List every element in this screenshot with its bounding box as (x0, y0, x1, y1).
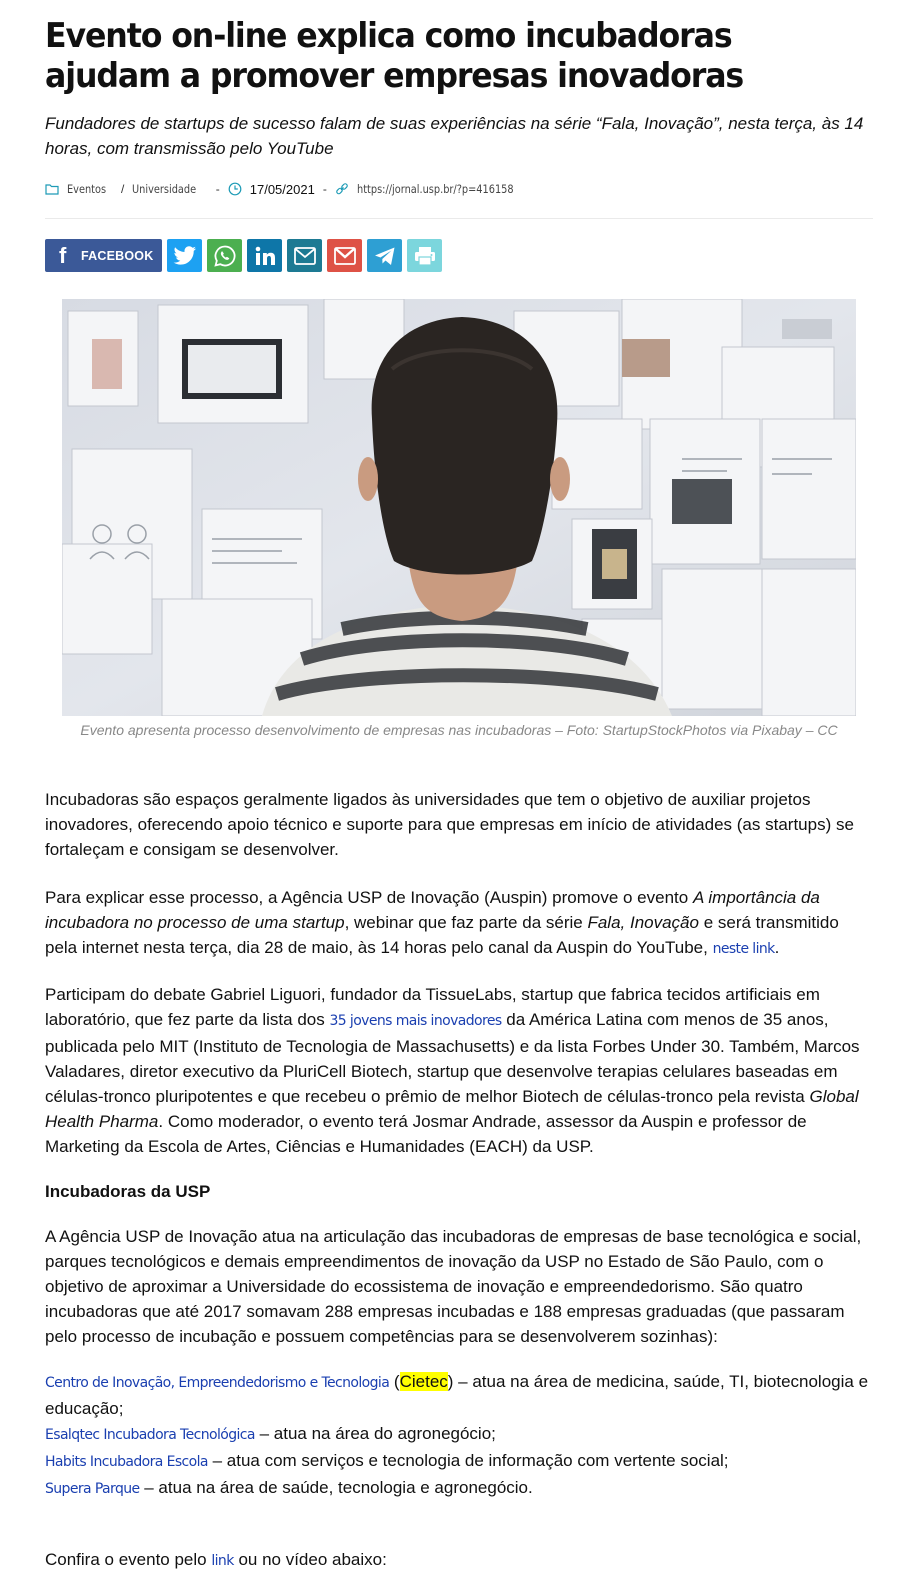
supera-link[interactable]: Supera Parque (45, 1481, 140, 1497)
habits-link[interactable]: Habits Incubadora Escola (45, 1454, 208, 1470)
linkedin-icon (253, 244, 277, 268)
article-meta (45, 178, 541, 200)
share-bar (45, 239, 442, 272)
category-link-eventos[interactable]: Eventos (67, 182, 107, 196)
telegram-icon (373, 245, 397, 267)
featured-image (62, 299, 856, 716)
facebook-icon: f (59, 242, 67, 268)
folder-icon (45, 183, 59, 195)
article-body (45, 787, 875, 1574)
share-gmail-button[interactable] (327, 239, 362, 272)
innovators-list-link[interactable]: 35 jovens mais inovadores (329, 1013, 502, 1029)
share-whatsapp-button[interactable] (207, 239, 242, 272)
youtube-link[interactable]: neste link (712, 941, 775, 957)
whatsapp-icon (213, 244, 237, 268)
article-title: Evento on-line explica como incubadoras ajudam a promover empresas inovadoras (45, 16, 744, 96)
share-facebook-button[interactable] (45, 239, 162, 272)
list-item: Habits Incubadora Escola – atua com serviços e tecnologia de informação com vertente social; (45, 1451, 729, 1470)
highlighted-text: Cietec (399, 1372, 448, 1391)
list-item: Supera Parque – atua na área de saúde, tecnologia e agronegócio. (45, 1478, 533, 1497)
share-twitter-button[interactable] (167, 239, 202, 272)
clock-icon (228, 182, 242, 196)
section-heading: Incubadoras da USP (45, 1182, 211, 1201)
share-email-button[interactable] (287, 239, 322, 272)
print-button[interactable] (407, 239, 442, 272)
paragraph-participants: Participam do debate Gabriel Liguori, fundador da TissueLabs, startup que fabrica tecidos artificiais em laboratório, que fez parte da lista dos 35 jovens mais inovadores da América Latina com menos de 35 anos, publicada pelo MIT (Instituto de Tecnologia de Massachusetts) e da lista Forbes Under 30. Também, Marcos Valadares, diretor executivo da PluriCell Biotech, startup que desenvolve terapias celulares baseadas em células-tronco pluripotentes e que recebeu o prêmio de melhor Biotech de células-tronco pela revista Global Health Pharma. Como moderador, o evento terá Josmar Andrade, assessor da Auspin e professor de Marketing da Escola de Artes, Ciências e Humanidades (EACH) da USP. (45, 985, 860, 1156)
link-icon (335, 182, 349, 196)
gmail-icon (333, 246, 357, 266)
image-caption: Evento apresenta processo desenvolvimento de empresas nas incubadoras – Foto: StartupStockPhotos via Pixabay – CC (80, 722, 838, 738)
paragraph-intro: Incubadoras são espaços geralmente ligados às universidades que tem o objetivo de auxiliar projetos inovadores, oferecendo apoio técnico e suporte para que empresas em início de atividades (as startups) se fortaleçam e consigam se desenvolver. (45, 790, 854, 859)
article-subtitle: Fundadores de startups de sucesso falam de suas experiências na série “Fala, Inovação”, nesta terça, às 14 horas, com transmissão pelo YouTube (45, 114, 864, 158)
meta-dash: - (322, 182, 327, 196)
category-separator: / (120, 182, 125, 196)
meta-dash: - (215, 182, 220, 196)
paragraph-event: Para explicar esse processo, a Agência USP de Inovação (Auspin) promove o evento A importância da incubadora no processo de uma startup, webinar que faz parte da série Fala, Inovação e será transmitido pela internet nesta terça, dia 28 de maio, às 14 horas pelo canal da Auspin do YouTube, neste link. (45, 888, 839, 957)
twitter-icon (173, 246, 197, 266)
printer-icon (413, 245, 437, 267)
envelope-icon (293, 246, 317, 266)
divider (45, 218, 873, 219)
category-link-universidade[interactable]: Universidade (132, 182, 197, 196)
paragraph-agency: A Agência USP de Inovação atua na articulação das incubadoras de empresas de base tecnológica e social, parques tecnológicos e demais empreendimentos de inovação da USP no Estado de São Paulo, com o objetivo de aproximar a Universidade do ecossistema de inovação e empreendedorismo. São quatro incubadoras que até 2017 somavam 288 empresas incubadas e 188 empresas graduadas (que passaram pelo processo de incubação e possuem competências para se desenvolverem sozinhas): (45, 1227, 862, 1346)
incubators-list (45, 1369, 875, 1502)
list-item: Centro de Inovação, Empreendedorismo e Tecnologia (Cietec) – atua na área de medicina, saúde, TI, biotecnologia e educação; (45, 1372, 869, 1418)
facebook-label: FACEBOOK (81, 248, 154, 263)
paragraph-final: Confira o evento pelo link ou no vídeo abaixo: (45, 1550, 387, 1569)
share-telegram-button[interactable] (367, 239, 402, 272)
list-item: Esalqtec Incubadora Tecnológica – atua na área do agronegócio; (45, 1424, 496, 1443)
publish-date: 17/05/2021 (249, 181, 315, 197)
short-url-link[interactable]: https://jornal.usp.br/?p=416158 (356, 182, 514, 196)
share-linkedin-button[interactable] (247, 239, 282, 272)
cietec-link[interactable]: Centro de Inovação, Empreendedorismo e Tecnologia (45, 1375, 390, 1391)
esalqtec-link[interactable]: Esalqtec Incubadora Tecnológica (45, 1427, 255, 1443)
event-link[interactable]: link (211, 1553, 234, 1569)
